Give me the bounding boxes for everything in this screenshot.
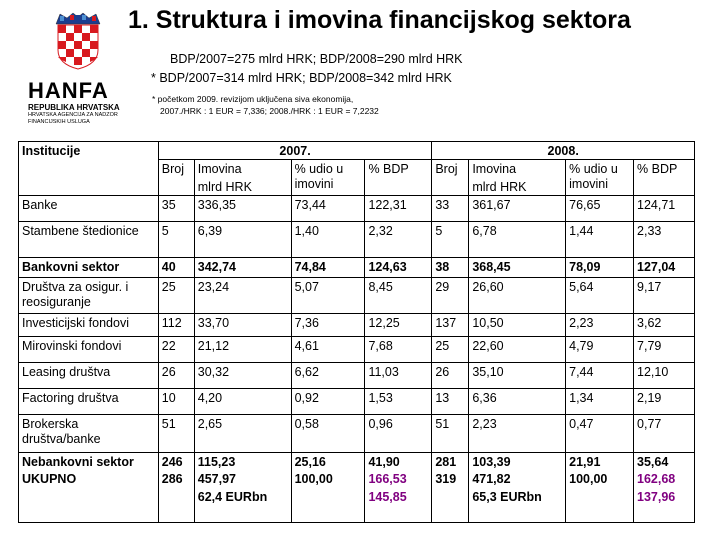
table-row-investicijski: Investicijski fondovi 112 33,70 7,36 12,25 137 10,50 2,23 3,62 [19,314,695,337]
footnote [152,93,379,117]
table-row-banke: Banke 35 336,35 73,44 122,31 33 361,67 76,65 124,71 [19,196,695,222]
udio-2007: % udio u imovini [291,160,365,196]
crown [56,13,100,24]
col-institucije: Institucije [19,142,159,160]
year-2007-header: 2007. [158,142,432,160]
table-row-ukupno: UKUPNO 286 457,97 62,4 EURbn 100,00 166,53 145,85 319 471,82 65,3 EURbn 100,00 162,68 137,96 [19,470,695,522]
checkerboard-shield [58,25,98,69]
hanfa-name: HANFA [28,78,109,103]
note-line-2: 2007./HRK : 1 EUR = 7,336; 2008./HRK : 1 EUR = 7,2232 [160,106,379,116]
hanfa-sub1: REPUBLIKA HRVATSKA [28,103,120,112]
year-2008-header: 2008. [432,142,695,160]
croatian-coat-of-arms-icon [54,12,102,70]
page-title: 1. Struktura i imovina financijskog sektora [128,6,631,34]
bdp-line-1: BDP/2007=275 mlrd HRK; BDP/2008=290 mlrd HRK [170,52,463,66]
header-row-subheaders [19,160,695,196]
table-row-brokerska: Brokerska društva/banke 51 2,65 0,58 0,96 51 2,23 0,47 0,77 [19,415,695,453]
udio-2008: % udio u imovini [566,160,634,196]
broj-2008: Broj [432,160,469,196]
hanfa-sub2: HRVATSKA AGENCIJA ZA NADZOR [28,112,118,118]
header-row-years [19,142,695,160]
bdp-2007: % BDP [365,160,432,196]
table-row-leasing: Leasing društva 26 30,32 6,62 11,03 26 35,10 7,44 12,10 [19,363,695,389]
table-row-mirovinski: Mirovinski fondovi 22 21,12 4,61 7,68 25 22,60 4,79 7,79 [19,337,695,363]
note-line-1: * početkom 2009. revizijom uključena siva ekonomija, [152,94,354,104]
table-row-nebankovni-sektor: Nebankovni sektor 246 115,23 25,16 41,90 281 103,39 21,91 35,64 [19,453,695,471]
imovina-2007: Imovina mlrd HRK [194,160,291,196]
financial-sector-table [18,141,695,523]
bdp-line-2: * BDP/2007=314 mlrd HRK; BDP/2008=342 mlrd HRK [151,71,452,85]
table-row-bankovni-sektor: Bankovni sektor 40 342,74 74,84 124,63 38 368,45 78,09 127,04 [19,258,695,278]
bdp-2008: % BDP [634,160,695,196]
table-row-stambene: Stambene štedionice 5 6,39 1,40 2,32 5 6,78 1,44 2,33 [19,222,695,258]
broj-2007: Broj [158,160,194,196]
table-row-factoring: Factoring društva 10 4,20 0,92 1,53 13 6,36 1,34 2,19 [19,389,695,415]
imovina-2008: Imovina mlrd HRK [469,160,566,196]
hanfa-logo [28,80,138,125]
table-row-osiguranje: Društva za osigur. i reosiguranje 25 23,24 5,07 8,45 29 26,60 5,64 9,17 [19,278,695,314]
hanfa-sub3: FINANCIJSKIH USLUGA [28,118,90,125]
